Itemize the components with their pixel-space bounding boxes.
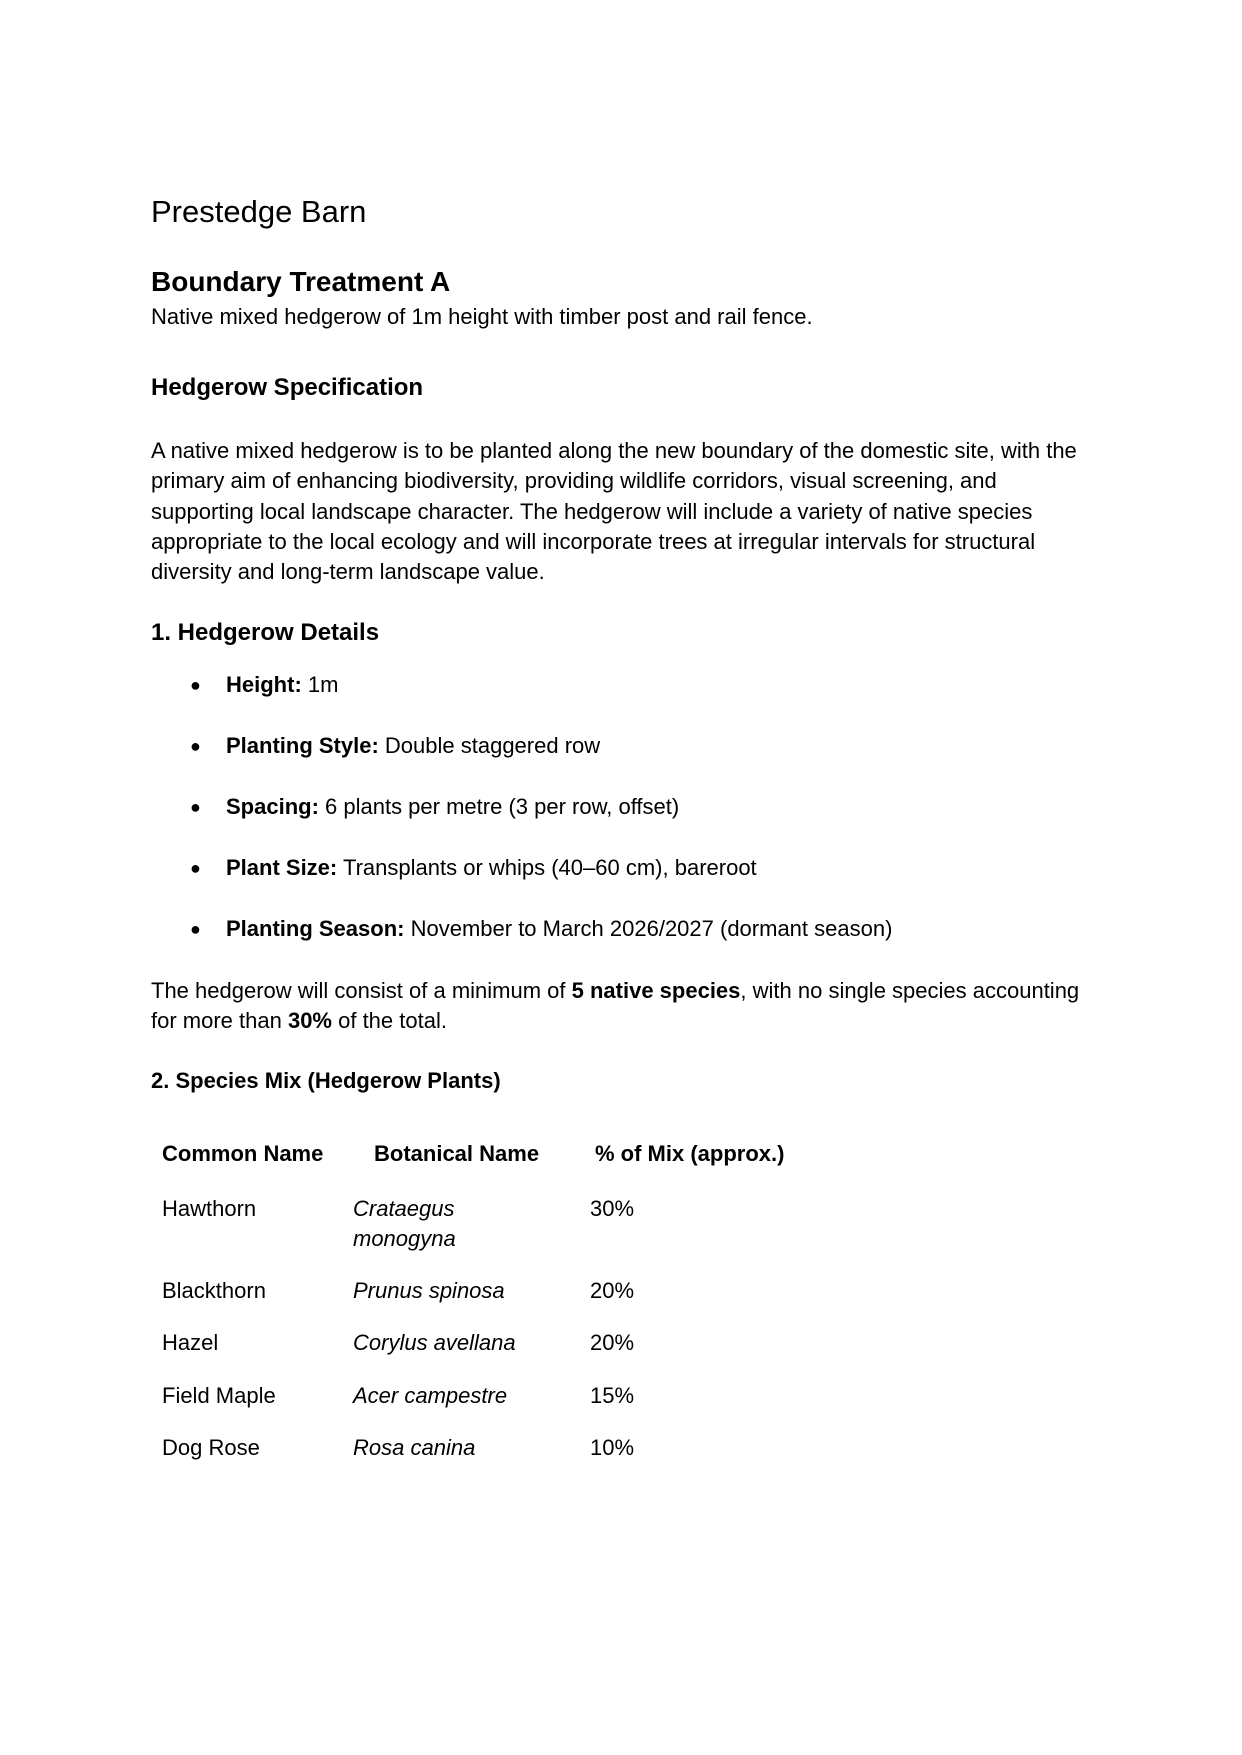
cell-percent: 20% xyxy=(590,1278,635,1303)
cell-common-name: Hazel xyxy=(162,1330,219,1355)
bullet-icon: ● xyxy=(190,919,201,939)
boundary-heading: Boundary Treatment A xyxy=(151,266,451,297)
cell-common-name: Hawthorn xyxy=(162,1196,257,1221)
header-common-name: Common Name xyxy=(162,1141,324,1166)
header-percent-mix: % of Mix (approx.) xyxy=(595,1141,785,1166)
detail-value: Double staggered row xyxy=(378,733,601,758)
bullet-icon: ● xyxy=(190,858,201,878)
cell-botanical-name: Prunus spinosa xyxy=(353,1278,505,1303)
cell-percent: 10% xyxy=(590,1435,635,1460)
details-heading: 1. Hedgerow Details xyxy=(151,619,380,646)
species-summary xyxy=(151,976,1091,1037)
bullet-icon: ● xyxy=(190,797,201,817)
bullet-icon: ● xyxy=(190,675,201,695)
cell-botanical-name: Corylus avellana xyxy=(353,1330,516,1355)
boundary-description: Native mixed hedgerow of 1m height with timber post and rail fence. xyxy=(151,304,813,329)
detail-label: Plant Size: xyxy=(226,855,338,880)
header-botanical-name: Botanical Name xyxy=(374,1141,540,1166)
cell-percent: 20% xyxy=(590,1330,635,1355)
summary-text: , with no single species accounting for more than xyxy=(151,978,1080,1034)
bullet-icon: ● xyxy=(190,736,201,756)
cell-percent: 30% xyxy=(590,1196,635,1221)
summary-min-species: 5 native species xyxy=(571,978,741,1003)
spec-heading: Hedgerow Specification xyxy=(151,374,424,401)
cell-botanical-name: Acer campestre xyxy=(353,1383,508,1408)
summary-text: The hedgerow will consist of a minimum of xyxy=(151,978,572,1003)
summary-max-percent: 30% xyxy=(287,1008,332,1034)
detail-value: 1m xyxy=(301,672,339,697)
cell-common-name: Blackthorn xyxy=(162,1278,266,1303)
cell-percent: 15% xyxy=(590,1383,635,1408)
site-title: Prestedge Barn xyxy=(151,194,367,229)
detail-value: November to March 2026/2027 (dormant season) xyxy=(404,916,893,941)
cell-botanical-name-cont: monogyna xyxy=(353,1226,456,1251)
detail-value: 6 plants per metre (3 per row, offset) xyxy=(318,794,680,819)
cell-common-name: Dog Rose xyxy=(162,1435,260,1460)
detail-label: Planting Season: xyxy=(226,916,405,941)
detail-label: Height: xyxy=(226,672,302,697)
cell-botanical-name: Rosa canina xyxy=(353,1435,476,1460)
species-mix-heading: 2. Species Mix (Hedgerow Plants) xyxy=(151,1068,501,1093)
cell-common-name: Field Maple xyxy=(162,1383,276,1408)
summary-text: of the total. xyxy=(332,1008,447,1034)
detail-label: Spacing: xyxy=(226,794,319,819)
detail-value: Transplants or whips (40–60 cm), bareroot xyxy=(337,855,757,880)
detail-label: Planting Style: xyxy=(226,733,379,758)
spec-paragraph: A native mixed hedgerow is to be planted along the new boundary of the domestic site, with the primary aim of enhancing biodiversity, providing wildlife corridors, visual screening, and supporting local landscape character. The hedgerow will include a variety of native species appropriate to the local ecology and will incorporate trees at irregular intervals for structural diversity and long-term landscape value. xyxy=(151,438,1077,585)
cell-botanical-name: Crataegus xyxy=(353,1196,455,1221)
